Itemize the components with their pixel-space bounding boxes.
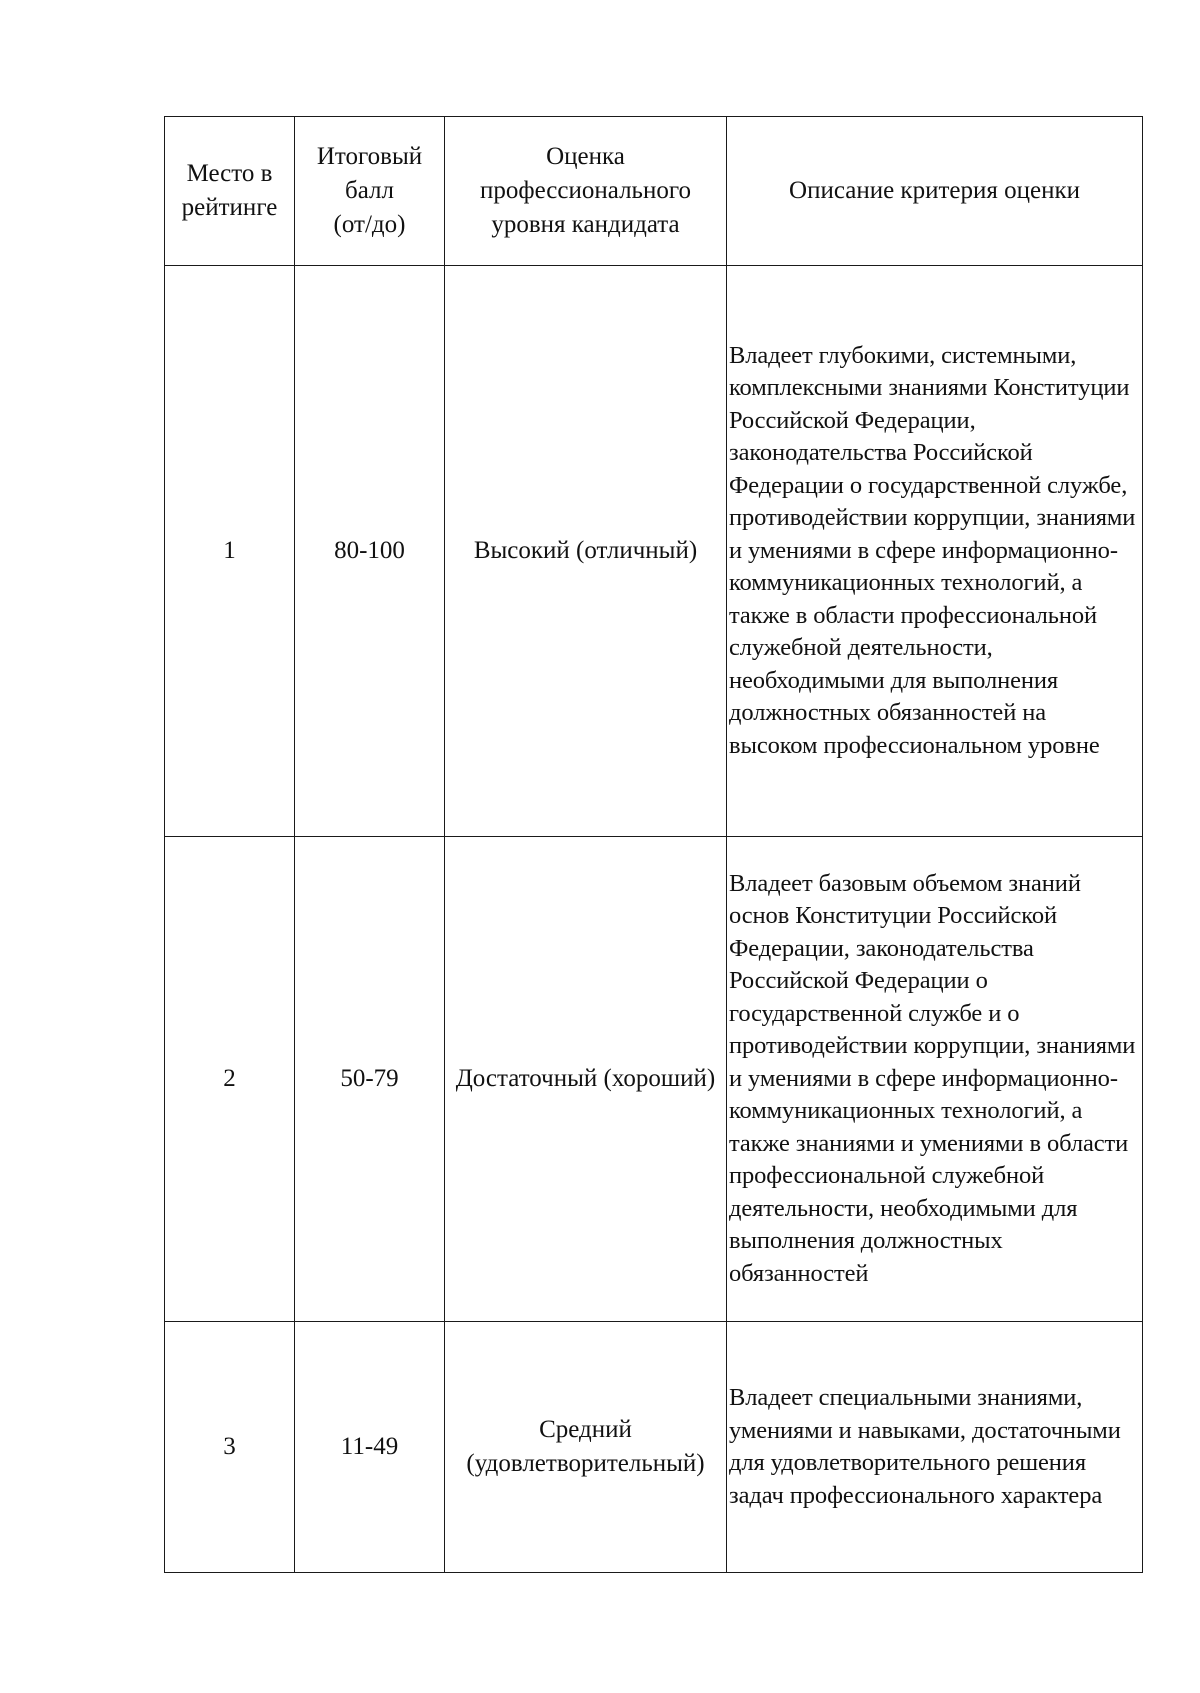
row-place: 1 [165,266,295,837]
header-level: Оценка профессионального уровня кандидата [445,117,727,266]
row-place: 3 [165,1322,295,1573]
header-description: Описание критерия оценки [727,117,1143,266]
row-level: Средний (удовлетворительный) [445,1322,727,1573]
table-header-row [165,117,1143,266]
rating-criteria-table [164,116,1143,1573]
table-row [165,266,1143,837]
row-description: Владеет базовым объемом знаний основ Конституции Российской Федерации, законодательства Российской Федерации о государственной службе и о противодействии коррупции, знаниями и умениями в сфере информационно-коммуникационных технологий, а также знаниями и умениями в области профессиональной служебной деятельности, необходимыми для выполнения должностных обязанностей [727,837,1143,1322]
row-level: Достаточный (хороший) [445,837,727,1322]
table-row [165,837,1143,1322]
row-score: 11-49 [295,1322,445,1573]
row-description: Владеет глубокими, системными, комплексными знаниями Конституции Российской Федерации, законодательства Российской Федерации о государственной службе, противодействии коррупции, знаниями и умениями в сфере информационно-коммуникационных технологий, а также в области профессиональной служебной деятельности, необходимыми для выполнения должностных обязанностей на высоком профессиональном уровне [727,266,1143,837]
header-score: Итоговый балл (от/до) [295,117,445,266]
row-place: 2 [165,837,295,1322]
row-score: 80-100 [295,266,445,837]
row-description: Владеет специальными знаниями, умениями и навыками, достаточными для удовлетворительного решения задач профессионального характера [727,1322,1143,1573]
row-level: Высокий (отличный) [445,266,727,837]
header-place: Место в рейтинге [165,117,295,266]
table-row [165,1322,1143,1573]
row-score: 50-79 [295,837,445,1322]
